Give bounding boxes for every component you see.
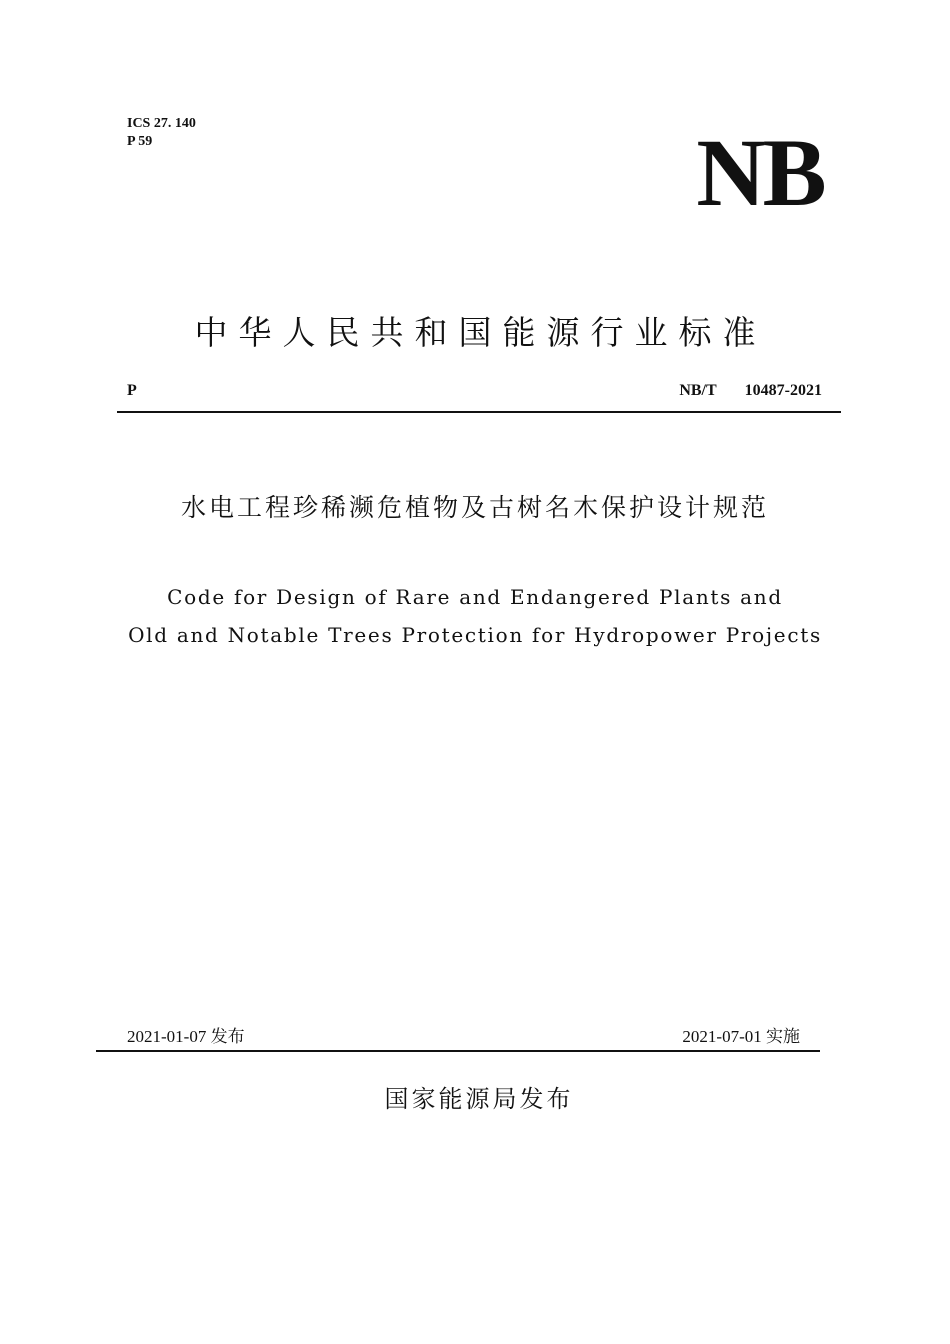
standard-number-value: 10487-2021: [744, 382, 822, 399]
issue-date: 2021-01-07 发布: [127, 1027, 245, 1046]
top-divider: [117, 411, 841, 413]
bottom-divider: [96, 1050, 820, 1052]
implementation-date: 2021-07-01 实施: [682, 1027, 800, 1046]
ics-code: ICS 27. 140: [127, 116, 196, 131]
publisher: 国家能源局发布: [384, 1085, 574, 1113]
standard-type-title: 中华人民共和国能源行业标准: [194, 313, 767, 352]
standard-number: [679, 380, 822, 402]
english-title-line1: Code for Design of Rare and Endangered Plants and: [167, 585, 783, 609]
english-title-line2: Old and Notable Trees Protection for Hydropower Projects: [128, 623, 822, 647]
standard-category: P: [127, 382, 137, 399]
standard-prefix: NB/T: [679, 382, 717, 399]
chinese-title: 水电工程珍稀濒危植物及古树名木保护设计规范: [180, 493, 769, 522]
p-classification-code: P 59: [127, 134, 153, 149]
nb-logo: NB: [696, 119, 824, 226]
